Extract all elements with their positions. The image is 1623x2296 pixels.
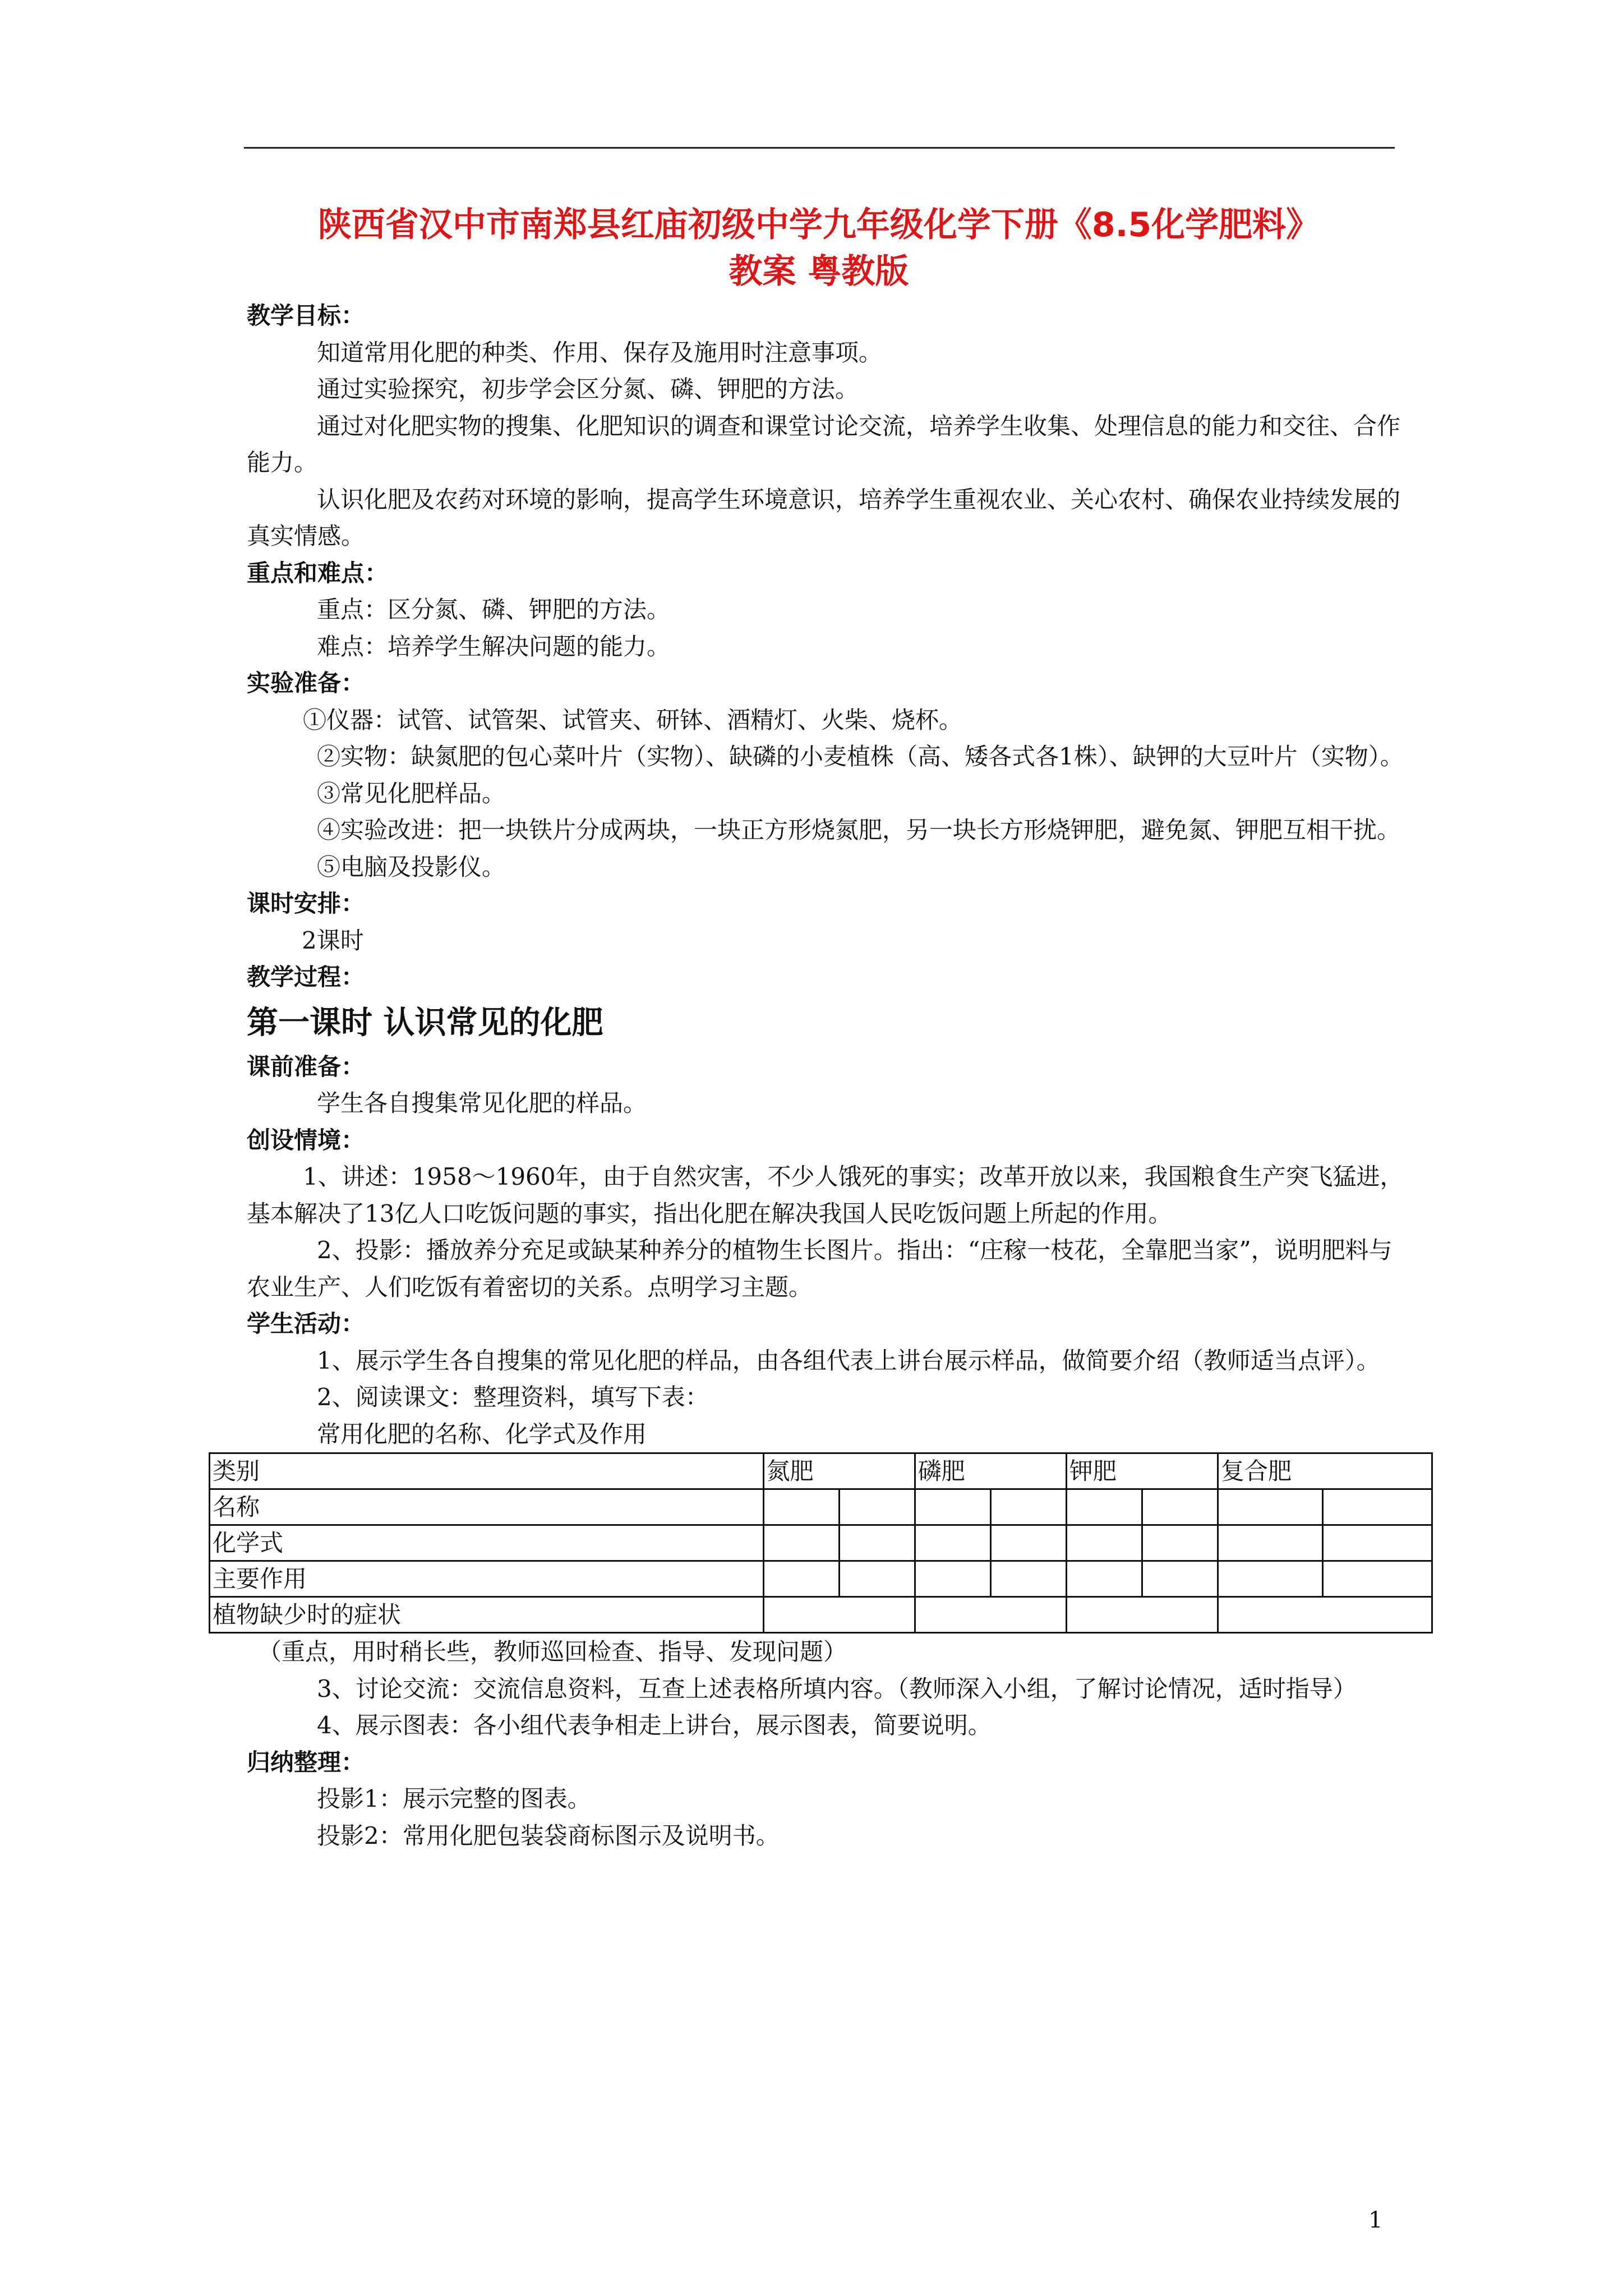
table-row [210,1489,1432,1525]
before-class-heading: 课前准备： [247,1052,365,1080]
prep-item: ④实验改进：把一块铁片分成两块，一块正方形烧氮肥，另一块长方形烧钾肥，避免氮、钾肥互相干扰。 [317,816,1401,844]
table-cell [1066,1489,1142,1525]
table-cell [1218,1489,1323,1525]
table-cell [763,1561,839,1597]
key-point-item: 难点：培养学生解决问题的能力。 [317,632,671,660]
table-header-cell: 氮肥 [763,1453,915,1489]
prep-item: ①仪器：试管、试管架、试管夹、研钵、酒精灯、火柴、烧杯。 [303,706,963,734]
schedule-heading: 课时安排： [247,890,365,917]
document-body [213,297,1413,1854]
table-cell [1323,1561,1432,1597]
table-row-label: 名称 [210,1489,764,1525]
before-class-text: 学生各自搜集常见化肥的样品。 [317,1089,647,1117]
table-cell [990,1489,1066,1525]
table-cell [763,1525,839,1561]
after-table-item: 4、展示图表：各小组代表争相走上讲台，展示图表，简要说明。 [317,1711,992,1739]
activity-item: 1、展示学生各自搜集的常见化肥的样品，由各组代表上讲台展示样品，做简要介绍（教师适当点评）。 [317,1346,1380,1374]
table-cell [1066,1525,1142,1561]
table-cell [1323,1489,1432,1525]
table-cell [839,1489,915,1525]
table-row [210,1561,1432,1597]
scenario-item: 1、讲述：1958～1960年，由于自然灾害，不少人饿死的事实；改革开放以来，我国粮食生产突飞猛进，基本解决了13亿人口吃饭问题的事实，指出化肥在解决我国人民吃饭问题上所起的作用。 [247,1163,1404,1227]
summary-item: 投影1：展示完整的图表。 [317,1785,591,1812]
scenario-item: 2、投影：播放养分充足或缺某种养分的植物生长图片。指出：“庄稼一枝花，全靠肥当家”，说明肥料与农业生产、人们吃饭有着密切的关系。点明学习主题。 [247,1236,1393,1301]
table-header-cell: 钾肥 [1066,1453,1218,1489]
summary-item: 投影2：常用化肥包装袋商标图示及说明书。 [317,1821,780,1849]
table-header-cell: 复合肥 [1218,1453,1432,1489]
goals-heading: 教学目标： [247,302,365,329]
prep-item: ②实物：缺氮肥的包心菜叶片（实物）、缺磷的小麦植株（高、矮各式各1株）、缺钾的大豆叶片（实物）。 [317,743,1404,770]
table-cell [1218,1525,1323,1561]
prep-item: ⑤电脑及投影仪。 [317,853,506,881]
table-cell [1142,1561,1218,1597]
document-title-line1: 陕西省汉中市南郑县红庙初级中学九年级化学下册《8.5化学肥料》 [317,205,1320,245]
table-cell [1066,1561,1142,1597]
fertilizer-table [209,1452,1433,1634]
scenario-heading: 创设情境： [247,1126,365,1154]
schedule-text: 2课时 [302,926,364,954]
summary-heading: 归纳整理： [247,1748,365,1776]
table-cell [1218,1561,1323,1597]
activity-item: 2、阅读课文：整理资料，填写下表： [317,1383,709,1411]
table-cell [839,1525,915,1561]
table-header-row [210,1453,1432,1489]
document-title-line2: 教案 粤教版 [728,252,909,291]
lesson-title: 第一课时 认识常见的化肥 [247,1004,603,1041]
goal-item: 知道常用化肥的种类、作用、保存及施用时注意事项。 [317,338,883,366]
goal-item: 通过对化肥实物的搜集、化肥知识的调查和课堂讨论交流，培养学生收集、处理信息的能力和交往、合作能力。 [247,412,1401,476]
prep-item: ③常见化肥样品。 [317,779,506,807]
table-cell [839,1561,915,1597]
table-cell [915,1525,990,1561]
table-cell [763,1597,915,1633]
after-table-note: （重点，用时稍长些，教师巡回检查、指导、发现问题） [258,1638,847,1665]
table-row [210,1525,1432,1561]
table-cell [915,1489,990,1525]
table-cell [990,1561,1066,1597]
key-points-heading: 重点和难点： [247,559,389,587]
page-number: 1 [1368,2207,1383,2233]
table-cell [990,1525,1066,1561]
table-cell [1142,1525,1218,1561]
prep-heading: 实验准备： [247,669,365,697]
key-point-item: 重点：区分氮、磷、钾肥的方法。 [317,596,671,623]
table-row-label: 植物缺少时的症状 [210,1597,764,1633]
table-row-label: 化学式 [210,1525,764,1561]
table-cell [1218,1597,1432,1633]
header-rule [244,147,1395,149]
process-heading: 教学过程： [247,963,365,991]
table-cell [1066,1597,1218,1633]
table-row [210,1597,1432,1633]
goal-item: 通过实验探究，初步学会区分氮、磷、钾肥的方法。 [317,375,859,403]
table-cell [915,1561,990,1597]
table-row-label: 主要作用 [210,1561,764,1597]
table-caption: 常用化肥的名称、化学式及作用 [317,1420,647,1448]
after-table-item: 3、讨论交流：交流信息资料，互查上述表格所填内容。（教师深入小组，了解讨论情况，适时指导） [317,1674,1357,1703]
table-cell [915,1597,1066,1633]
table-cell [1323,1525,1432,1561]
goal-item: 认识化肥及农药对环境的影响，提高学生环境意识，培养学生重视农业、关心农村、确保农业持续发展的真实情感。 [247,485,1401,550]
table-cell [763,1489,839,1525]
table-cell [1142,1489,1218,1525]
activity-heading: 学生活动： [247,1310,365,1337]
table-header-cell: 磷肥 [915,1453,1066,1489]
table-header-cell: 类别 [210,1453,764,1489]
